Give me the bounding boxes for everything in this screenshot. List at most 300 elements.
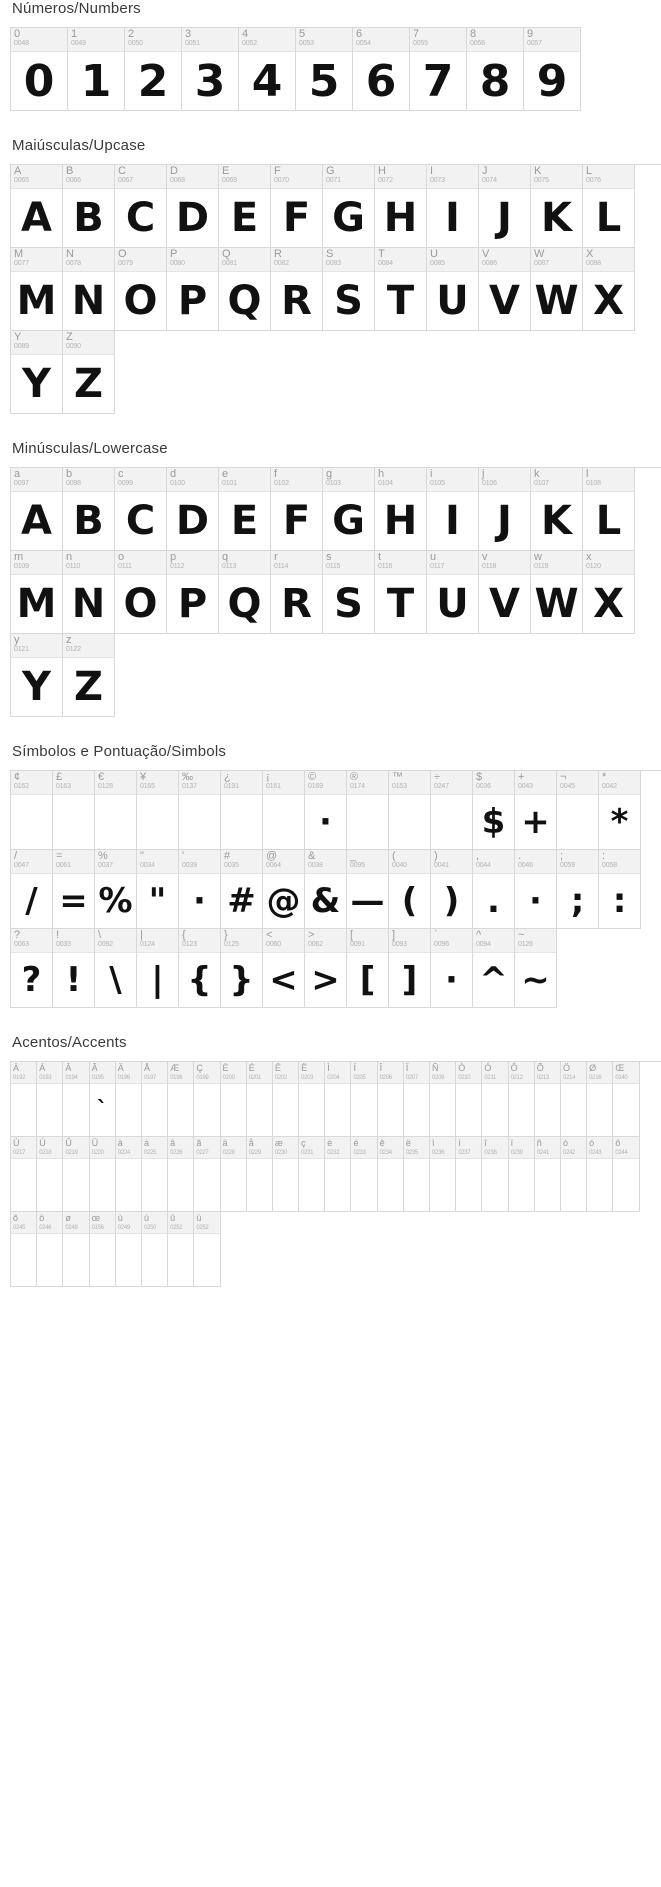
glyph-cell[interactable]: [247, 1062, 273, 1137]
glyph-cell[interactable]: [63, 551, 115, 634]
glyph-char-label: C: [118, 165, 126, 177]
glyph-cell[interactable]: [95, 850, 137, 929]
glyph-cell[interactable]: [142, 1062, 168, 1137]
glyph-cell-header: [221, 1137, 246, 1159]
glyph-char-label: Û: [65, 1138, 72, 1148]
glyph-cell[interactable]: [137, 771, 179, 850]
glyph-char-label: g: [326, 468, 333, 480]
glyph-cell[interactable]: [347, 929, 389, 1008]
glyph-cell[interactable]: [531, 551, 583, 634]
glyph-char-label: +: [518, 771, 525, 783]
glyph-cell[interactable]: [11, 331, 63, 414]
glyph-preview: :: [612, 881, 627, 921]
glyph-cell-header: [531, 551, 582, 575]
glyph-char-label: Á: [39, 1063, 46, 1073]
glyph-preview: [247, 1159, 272, 1211]
glyph-cell[interactable]: [125, 28, 182, 111]
glyph-cell[interactable]: [473, 771, 515, 850]
glyph-cell[interactable]: [194, 1137, 220, 1212]
glyph-cell[interactable]: [427, 248, 479, 331]
glyph-code-label: 0218: [39, 1150, 52, 1156]
glyph-code-label: 0217: [13, 1150, 26, 1156]
glyph-cell[interactable]: [142, 1212, 168, 1287]
glyph-cell[interactable]: [63, 1137, 89, 1212]
glyph-char-label: Ã: [91, 1063, 98, 1073]
glyph-preview: A: [21, 195, 52, 241]
glyph-cell[interactable]: [351, 1062, 377, 1137]
glyph-cell-header: [116, 1212, 141, 1234]
glyph-char-label: ¢: [14, 771, 21, 783]
glyph-cell[interactable]: [375, 468, 427, 551]
glyph-cell[interactable]: [583, 551, 635, 634]
glyph-cell[interactable]: [299, 1062, 325, 1137]
glyph-cell[interactable]: [221, 1062, 247, 1137]
glyph-cell[interactable]: [95, 929, 137, 1008]
glyph-char-label: &: [308, 850, 316, 862]
glyph-char-label: A: [14, 165, 22, 177]
glyph-cell[interactable]: [37, 1062, 63, 1137]
glyph-cell[interactable]: [11, 929, 53, 1008]
glyph-code-label: 0116: [378, 563, 393, 570]
glyph-cell-header: [583, 165, 634, 189]
glyph-cell[interactable]: [583, 248, 635, 331]
glyph-cell[interactable]: [53, 850, 95, 929]
glyph-char-label: J: [482, 165, 488, 177]
glyph-cell[interactable]: [351, 1137, 377, 1212]
glyph-cell[interactable]: [115, 248, 167, 331]
glyph-cell-header: [63, 1137, 88, 1159]
glyph-cell-header: [535, 1062, 560, 1084]
glyph-cell[interactable]: [63, 165, 115, 248]
glyph-char-label: ó: [589, 1138, 595, 1148]
glyph-cell[interactable]: [271, 468, 323, 551]
glyph-code-label: 0037: [98, 862, 113, 869]
glyph-preview: [90, 1159, 115, 1211]
glyph-cell[interactable]: [583, 165, 635, 248]
glyph-code-label: 0194: [65, 1075, 78, 1081]
glyph-cell-header: [63, 331, 114, 355]
glyph-char-label: s: [326, 551, 332, 563]
glyph-cell[interactable]: [53, 929, 95, 1008]
glyph-code-label: 0227: [196, 1150, 209, 1156]
glyph-code-label: 0052: [242, 40, 257, 47]
glyph-cell[interactable]: [11, 1137, 37, 1212]
glyph-cell[interactable]: [323, 248, 375, 331]
glyph-preview: $: [481, 802, 506, 842]
glyph-cell[interactable]: [583, 468, 635, 551]
glyph-char-label: R: [274, 248, 282, 260]
glyph-preview: [325, 1084, 350, 1136]
glyph-cell[interactable]: [194, 1212, 220, 1287]
glyph-cell[interactable]: [53, 771, 95, 850]
glyph-cell[interactable]: [168, 1212, 194, 1287]
glyph-cell-header: [557, 850, 598, 874]
glyph-cell[interactable]: [456, 1137, 482, 1212]
glyph-cell[interactable]: [137, 850, 179, 929]
glyph-cell[interactable]: [271, 551, 323, 634]
glyph-cell[interactable]: [305, 771, 347, 850]
glyph-cell[interactable]: [535, 1137, 561, 1212]
glyph-cell[interactable]: [221, 850, 263, 929]
glyph-code-label: 0174: [350, 783, 365, 790]
glyph-grid: [10, 27, 581, 111]
glyph-cell[interactable]: [63, 331, 115, 414]
glyph-cell[interactable]: [389, 929, 431, 1008]
glyph-code-label: 0212: [510, 1075, 523, 1081]
glyph-cell[interactable]: [561, 1137, 587, 1212]
glyph-cell[interactable]: [115, 165, 167, 248]
glyph-cell[interactable]: [479, 248, 531, 331]
glyph-cell-header: [599, 850, 640, 874]
glyph-code-label: 0111: [118, 563, 132, 570]
glyph-cell[interactable]: [90, 1062, 116, 1137]
glyph-cell[interactable]: [11, 634, 63, 717]
glyph-cell[interactable]: [375, 248, 427, 331]
glyph-code-label: 0065: [14, 177, 29, 184]
glyph-code-label: 0205: [353, 1075, 366, 1081]
glyph-cell[interactable]: [11, 28, 68, 111]
glyph-preview: >: [311, 960, 340, 1000]
glyph-cell-header: [305, 929, 346, 953]
glyph-cell[interactable]: [263, 929, 305, 1008]
glyph-cell[interactable]: [599, 850, 641, 929]
glyph-code-label: 0231: [301, 1150, 314, 1156]
glyph-cell-header: [53, 850, 94, 874]
glyph-code-label: 0098: [66, 480, 81, 487]
glyph-cell[interactable]: [479, 551, 531, 634]
glyph-cell[interactable]: [325, 1062, 351, 1137]
glyph-cell[interactable]: [524, 28, 581, 111]
glyph-cell[interactable]: [378, 1062, 404, 1137]
glyph-cell-header: [11, 634, 62, 658]
glyph-char-label: É: [248, 1063, 255, 1073]
glyph-cell-header: [11, 1137, 36, 1159]
glyph-cell[interactable]: [137, 929, 179, 1008]
glyph-code-label: 0198: [170, 1075, 183, 1081]
glyph-cell-header: [271, 468, 322, 492]
glyph-cell[interactable]: [509, 1062, 535, 1137]
glyph-code-label: 0216: [589, 1075, 602, 1081]
glyph-cell[interactable]: [587, 1062, 613, 1137]
glyph-char-label: ò: [562, 1138, 568, 1148]
glyph-preview: ·: [193, 881, 206, 921]
glyph-preview: &: [310, 881, 341, 921]
glyph-cell[interactable]: [431, 850, 473, 929]
glyph-code-label: 0044: [476, 862, 491, 869]
glyph-cell-header: [167, 165, 218, 189]
glyph-cell[interactable]: [557, 771, 599, 850]
glyph-cell[interactable]: [37, 1212, 63, 1287]
glyph-cell[interactable]: [482, 1137, 508, 1212]
glyph-cell[interactable]: [613, 1062, 639, 1137]
glyph-code-label: 0209: [432, 1075, 445, 1081]
glyph-cell[interactable]: [239, 28, 296, 111]
glyph-cell[interactable]: [353, 28, 410, 111]
glyph-char-label: q: [222, 551, 229, 563]
glyph-code-label: 0224: [117, 1150, 130, 1156]
glyph-char-label: Ù: [13, 1138, 20, 1148]
glyph-code-label: 0077: [14, 260, 29, 267]
glyph-cell[interactable]: [168, 1137, 194, 1212]
glyph-cell[interactable]: [430, 1137, 456, 1212]
glyph-cell[interactable]: [410, 28, 467, 111]
glyph-preview: [11, 795, 52, 849]
glyph-code-label: 0126: [518, 941, 533, 948]
glyph-cell[interactable]: [299, 1137, 325, 1212]
glyph-cell-header: [263, 771, 304, 795]
glyph-code-label: 0039: [182, 862, 197, 869]
glyph-code-label: 0093: [392, 941, 407, 948]
glyph-cell-header: [583, 551, 634, 575]
glyph-cell-header: [531, 248, 582, 272]
glyph-cell[interactable]: [305, 850, 347, 929]
glyph-code-label: 0248: [65, 1225, 78, 1231]
glyph-cell-header: [456, 1137, 481, 1159]
glyph-char-label: ': [182, 850, 185, 862]
glyph-cell[interactable]: [11, 551, 63, 634]
glyph-cell[interactable]: [11, 468, 63, 551]
glyph-code-label: 0072: [378, 177, 393, 184]
glyph-cell[interactable]: [37, 1137, 63, 1212]
glyph-cell[interactable]: [271, 248, 323, 331]
glyph-cell[interactable]: [347, 850, 389, 929]
glyph-cell-header: [37, 1062, 62, 1084]
glyph-preview: [37, 1084, 62, 1136]
glyph-cell[interactable]: [531, 248, 583, 331]
glyph-cell[interactable]: [323, 165, 375, 248]
glyph-cell[interactable]: [535, 1062, 561, 1137]
glyph-cell[interactable]: [323, 551, 375, 634]
glyph-cell[interactable]: [323, 468, 375, 551]
glyph-cell[interactable]: [531, 468, 583, 551]
glyph-cell[interactable]: [167, 468, 219, 551]
glyph-char-label: Œ: [615, 1063, 625, 1073]
glyph-cell[interactable]: [515, 850, 557, 929]
glyph-char-label: P: [170, 248, 178, 260]
glyph-preview: [273, 1084, 298, 1136]
glyph-cell[interactable]: [561, 1062, 587, 1137]
glyph-cell[interactable]: [509, 1137, 535, 1212]
glyph-code-label: 0211: [484, 1075, 497, 1081]
glyph-cell[interactable]: [263, 850, 305, 929]
glyph-cell[interactable]: [115, 551, 167, 634]
glyph-cell[interactable]: [63, 248, 115, 331]
glyph-cell-header: [125, 28, 181, 52]
glyph-cell[interactable]: [179, 771, 221, 850]
glyph-char-label: Õ: [536, 1063, 544, 1073]
glyph-cell[interactable]: [11, 248, 63, 331]
glyph-cell[interactable]: [456, 1062, 482, 1137]
glyph-code-label: 0213: [536, 1075, 549, 1081]
glyph-cell[interactable]: [557, 850, 599, 929]
glyph-cell[interactable]: [531, 165, 583, 248]
glyph-preview: I: [445, 195, 460, 241]
glyph-char-label: 6: [356, 28, 363, 40]
glyph-code-label: 0237: [458, 1150, 471, 1156]
glyph-code-label: 0108: [586, 480, 601, 487]
glyph-cell[interactable]: [296, 28, 353, 111]
glyph-cell[interactable]: [219, 551, 271, 634]
glyph-cell[interactable]: [179, 929, 221, 1008]
glyph-char-label: E: [222, 165, 230, 177]
glyph-cell[interactable]: [219, 248, 271, 331]
glyph-code-label: 0070: [274, 177, 289, 184]
glyph-cell[interactable]: [95, 771, 137, 850]
glyph-cell[interactable]: [11, 1062, 37, 1137]
glyph-preview: 8: [479, 55, 511, 107]
glyph-code-label: 0114: [274, 563, 289, 570]
glyph-cell[interactable]: [167, 165, 219, 248]
glyph-code-label: 0112: [170, 563, 185, 570]
glyph-cell[interactable]: [11, 165, 63, 248]
glyph-preview: [431, 795, 472, 849]
glyph-cell[interactable]: [116, 1062, 142, 1137]
glyph-preview: [347, 795, 388, 849]
glyph-cell-header: [599, 771, 640, 795]
glyph-cell[interactable]: [375, 551, 427, 634]
glyph-code-label: 0115: [326, 563, 341, 570]
glyph-cell[interactable]: [404, 1137, 430, 1212]
glyph-cell[interactable]: [11, 1212, 37, 1287]
glyph-cell[interactable]: [219, 468, 271, 551]
glyph-cell[interactable]: [194, 1062, 220, 1137]
glyph-code-label: 0202: [274, 1075, 288, 1081]
glyph-cell[interactable]: [263, 771, 305, 850]
glyph-cell[interactable]: [168, 1062, 194, 1137]
glyph-cell[interactable]: [63, 468, 115, 551]
glyph-cell[interactable]: [404, 1062, 430, 1137]
glyph-cell-header: [561, 1137, 586, 1159]
glyph-char-label: á: [143, 1138, 149, 1148]
glyph-cell[interactable]: [116, 1137, 142, 1212]
glyph-char-label: ]: [392, 929, 396, 941]
glyph-cell-header: [179, 929, 220, 953]
glyph-code-label: 0099: [118, 480, 133, 487]
glyph-cell[interactable]: [273, 1062, 299, 1137]
glyph-code-label: 0073: [430, 177, 445, 184]
glyph-cell[interactable]: [115, 468, 167, 551]
glyph-cell[interactable]: [430, 1062, 456, 1137]
glyph-cell[interactable]: [473, 929, 515, 1008]
glyph-cell-header: [456, 1062, 481, 1084]
glyph-cell[interactable]: [11, 771, 53, 850]
glyph-cell[interactable]: [467, 28, 524, 111]
glyph-cell[interactable]: [515, 929, 557, 1008]
glyph-cell-header: [431, 929, 472, 953]
glyph-cell[interactable]: [63, 1212, 89, 1287]
glyph-cell[interactable]: [167, 248, 219, 331]
glyph-code-label: 0080: [170, 260, 185, 267]
glyph-cell[interactable]: [63, 1062, 89, 1137]
glyph-cell[interactable]: [389, 771, 431, 850]
glyph-cell[interactable]: [271, 165, 323, 248]
glyph-grid: [10, 1061, 661, 1287]
glyph-code-label: 0123: [182, 941, 197, 948]
glyph-char-label: €: [98, 771, 105, 783]
glyph-cell[interactable]: [613, 1137, 639, 1212]
glyph-cell[interactable]: [116, 1212, 142, 1287]
glyph-cell[interactable]: [182, 28, 239, 111]
glyph-cell[interactable]: [63, 634, 115, 717]
glyph-code-label: 0074: [482, 177, 497, 184]
glyph-cell[interactable]: [142, 1137, 168, 1212]
glyph-code-label: 0228: [222, 1150, 235, 1156]
glyph-char-label: ‰: [182, 771, 193, 783]
glyph-cell[interactable]: [375, 165, 427, 248]
glyph-cell-header: [63, 248, 114, 272]
glyph-cell[interactable]: [427, 468, 479, 551]
glyph-preview: D: [175, 195, 210, 241]
glyph-char-label: ë: [405, 1138, 411, 1148]
glyph-cell[interactable]: [473, 850, 515, 929]
glyph-code-label: 0161: [266, 783, 281, 790]
glyph-cell-header: [263, 850, 304, 874]
glyph-cell[interactable]: [167, 551, 219, 634]
glyph-cell[interactable]: [305, 929, 347, 1008]
glyph-cell[interactable]: [479, 468, 531, 551]
glyph-cell[interactable]: [179, 850, 221, 929]
glyph-cell[interactable]: [90, 1212, 116, 1287]
glyph-cell[interactable]: [90, 1137, 116, 1212]
glyph-cell[interactable]: [11, 850, 53, 929]
glyph-cell[interactable]: [325, 1137, 351, 1212]
glyph-cell[interactable]: [427, 165, 479, 248]
glyph-cell[interactable]: [587, 1137, 613, 1212]
glyph-cell[interactable]: [431, 771, 473, 850]
glyph-code-label: 0197: [143, 1075, 157, 1081]
glyph-cell[interactable]: [378, 1137, 404, 1212]
glyph-cell-header: [115, 248, 166, 272]
glyph-cell[interactable]: [221, 771, 263, 850]
glyph-cell-header: [427, 165, 478, 189]
glyph-cell-header: [142, 1062, 167, 1084]
glyph-preview: E: [230, 498, 259, 544]
glyph-code-label: 0101: [222, 480, 237, 487]
glyph-cell[interactable]: [221, 929, 263, 1008]
glyph-preview: G: [332, 498, 365, 544]
glyph-grid: [10, 770, 661, 1008]
glyph-cell-header: [37, 1212, 62, 1234]
glyph-code-label: 0105: [430, 480, 445, 487]
glyph-cell[interactable]: [482, 1062, 508, 1137]
glyph-preview: 5: [308, 55, 340, 107]
glyph-code-label: 0038: [308, 862, 323, 869]
glyph-cell[interactable]: [479, 165, 531, 248]
glyph-code-label: 0097: [14, 480, 29, 487]
glyph-cell[interactable]: [247, 1137, 273, 1212]
glyph-cell-header: [613, 1062, 638, 1084]
glyph-cell[interactable]: [431, 929, 473, 1008]
glyph-cell[interactable]: [221, 1137, 247, 1212]
glyph-cell[interactable]: [347, 771, 389, 850]
glyph-preview: [95, 795, 136, 849]
glyph-char-label: z: [66, 634, 72, 646]
glyph-cell[interactable]: [515, 771, 557, 850]
glyph-cell-header: [375, 551, 426, 575]
glyph-cell[interactable]: [219, 165, 271, 248]
glyph-cell[interactable]: [389, 850, 431, 929]
glyph-cell-header: [325, 1137, 350, 1159]
glyph-cell[interactable]: [68, 28, 125, 111]
glyph-char-label: *: [602, 771, 607, 783]
glyph-cell[interactable]: [273, 1137, 299, 1212]
glyph-code-label: 0069: [222, 177, 237, 184]
glyph-char-label: ê: [379, 1138, 385, 1148]
glyph-cell[interactable]: [427, 551, 479, 634]
glyph-code-label: 0121: [14, 646, 29, 653]
glyph-section: [0, 1034, 661, 1287]
glyph-cell[interactable]: [599, 771, 641, 850]
